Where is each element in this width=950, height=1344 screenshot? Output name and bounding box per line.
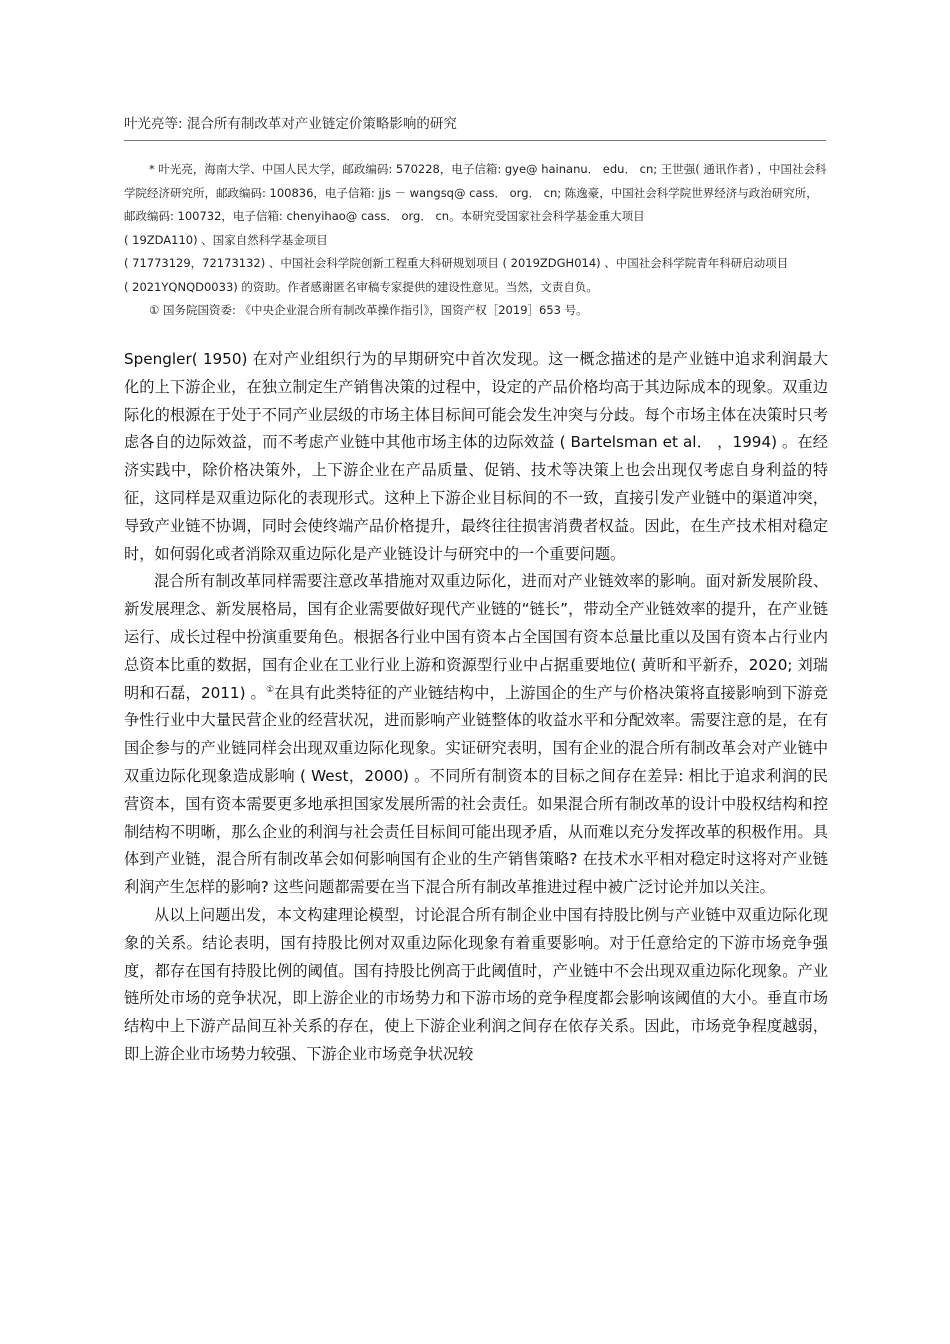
body-paragraph: 从以上问题出发，本文构建理论模型，讨论混合所有制企业中国有持股比例与产业链中双重边际化现象的关系。结论表明，国有持股比例对双重边际化现象有着重要影响。对于任意给定的下游市场竞争强度，都存在国有持股比例的阈值。国有持股比例高于此阈值时，产业链中不会出现双重边际化现象。产业链所处市场的竞争状况，即上游企业的市场势力和下游市场的竞争程度都会影响该阈值的大小。垂直市场结构中上下游产品间互补关系的存在，使上下游企业利润之间存在依存关系。因此，市场竞争程度越弱，即上游企业市场势力较强、下游企业市场竞争状况较: [124, 905, 828, 1063]
paragraph-text: 混合所有制改革同样需要注意改革措施对双重边际化，进而对产业链效率的影响。面对新发展阶段、新发展理念、新发展格局，国有企业需要做好现代产业链的“链长”，带动全产业链效率的提升，在产业链运行、成长过程中扮演重要角色。根据各行业中国有资本占全国国有资本总量比重以及国有资本占行业内总资本比重的数据，国有企业在工业行业上游和资源型行业中占据重要地位( 黄昕和平新乔，2020; 刘瑞明和石磊，2011) 。: [124, 572, 828, 702]
running-header: 叶光亮等: 混合所有制改革对产业链定价策略影响的研究: [124, 116, 457, 132]
grant-footnote-line: ( 2021YQNQD0033) 的资助。作者感谢匿名审稿专家提供的建设性意见。当然，文责自负。: [124, 279, 598, 294]
author-footnote: * 叶光亮，海南大学、中国人民大学，邮政编码: 570228，电子信箱: gye@ hainanu． edu． cn; 王世强( 通讯作者) ，中国社会科学院经济研究所，邮政编码: 100836，电子信箱: jjs － wangsq@ cass． org． cn; 陈逸豪，中国社会科学院世界经济与政治研究所，邮政编码: 100732，电子信箱: chenyihao@ cass． org． cn。本研究受国家社会科学基金重大项目: [124, 162, 827, 223]
body-paragraph: Spengler( 1950) 在对产业组织行为的早期研究中首次发现。这一概念描述的是产业链中追求利润最大化的上下游企业，在独立制定生产销售决策的过程中，设定的产品价格均高于其边际成本的现象。双重边际化的根源在于处于不同产业层级的市场主体目标间可能会发生冲突与分歧。每个市场主体在决策时只考虑各自的边际效益，而不考虑产业链中其他市场主体的边际效益 ( Bartelsman et al． ，1994) 。在经济实践中，除价格决策外，上下游企业在产品质量、促销、技术等决策上也会出现仅考虑自身利益的特征，这同样是双重边际化的表现形式。这种上下游企业目标间的不一致，直接引发产业链中的渠道冲突，导致产业链不协调，同时会使终端产品价格提升，最终往往损害消费者权益。因此，在生产技术相对稳定时，如何弱化或者消除双重边际化是产业链设计与研究中的一个重要问题。: [124, 350, 828, 563]
footnotes: [124, 158, 828, 323]
footnote-marker[interactable]: ①: [265, 684, 275, 695]
grant-footnote-line: ( 71773129，72173132) 、中国社会科学院创新工程重大科研规划项目 ( 2019ZDGH014) 、中国社会科学院青年科研启动项目: [124, 256, 789, 270]
paragraph-text: 在具有此类特征的产业链结构中，上游国企的生产与价格决策将直接影响到下游竞争性行业中大量民营企业的经营状况，进而影响产业链整体的收益水平和分配效率。需要注意的是，在有国企参与的产业链同样会出现双重边际化现象。实证研究表明，国有企业的混合所有制改革会对产业链中双重边际化现象造成影响 ( West，2000) 。不同所有制资本的目标之间存在差异: 相比于追求利润的民营资本，国有资本需要更多地承担国家发展所需的社会责任。如果混合所有制改革的设计中股权结构和控制结构不明晰，那么企业的利润与社会责任目标间可能出现矛盾，从而难以充分发挥改革的积极作用。具体到产业链，混合所有制改革会如何影响国有企业的生产销售策略? 在技术水平相对稳定时这将对产业链利润产生怎样的影响? 这些问题都需要在当下混合所有制改革推进过程中被广泛讨论并加以关注。: [124, 683, 829, 897]
grant-footnote-line: ( 19ZDA110) 、国家自然科学基金项目: [124, 232, 328, 247]
body-paragraph: [124, 568, 828, 902]
header-divider: [124, 140, 826, 141]
policy-footnote: ① 国务院国资委: 《中央企业混合所有制改革操作指引》，国资产权［2019］653 号。: [149, 303, 588, 317]
article-body: [124, 346, 828, 1069]
